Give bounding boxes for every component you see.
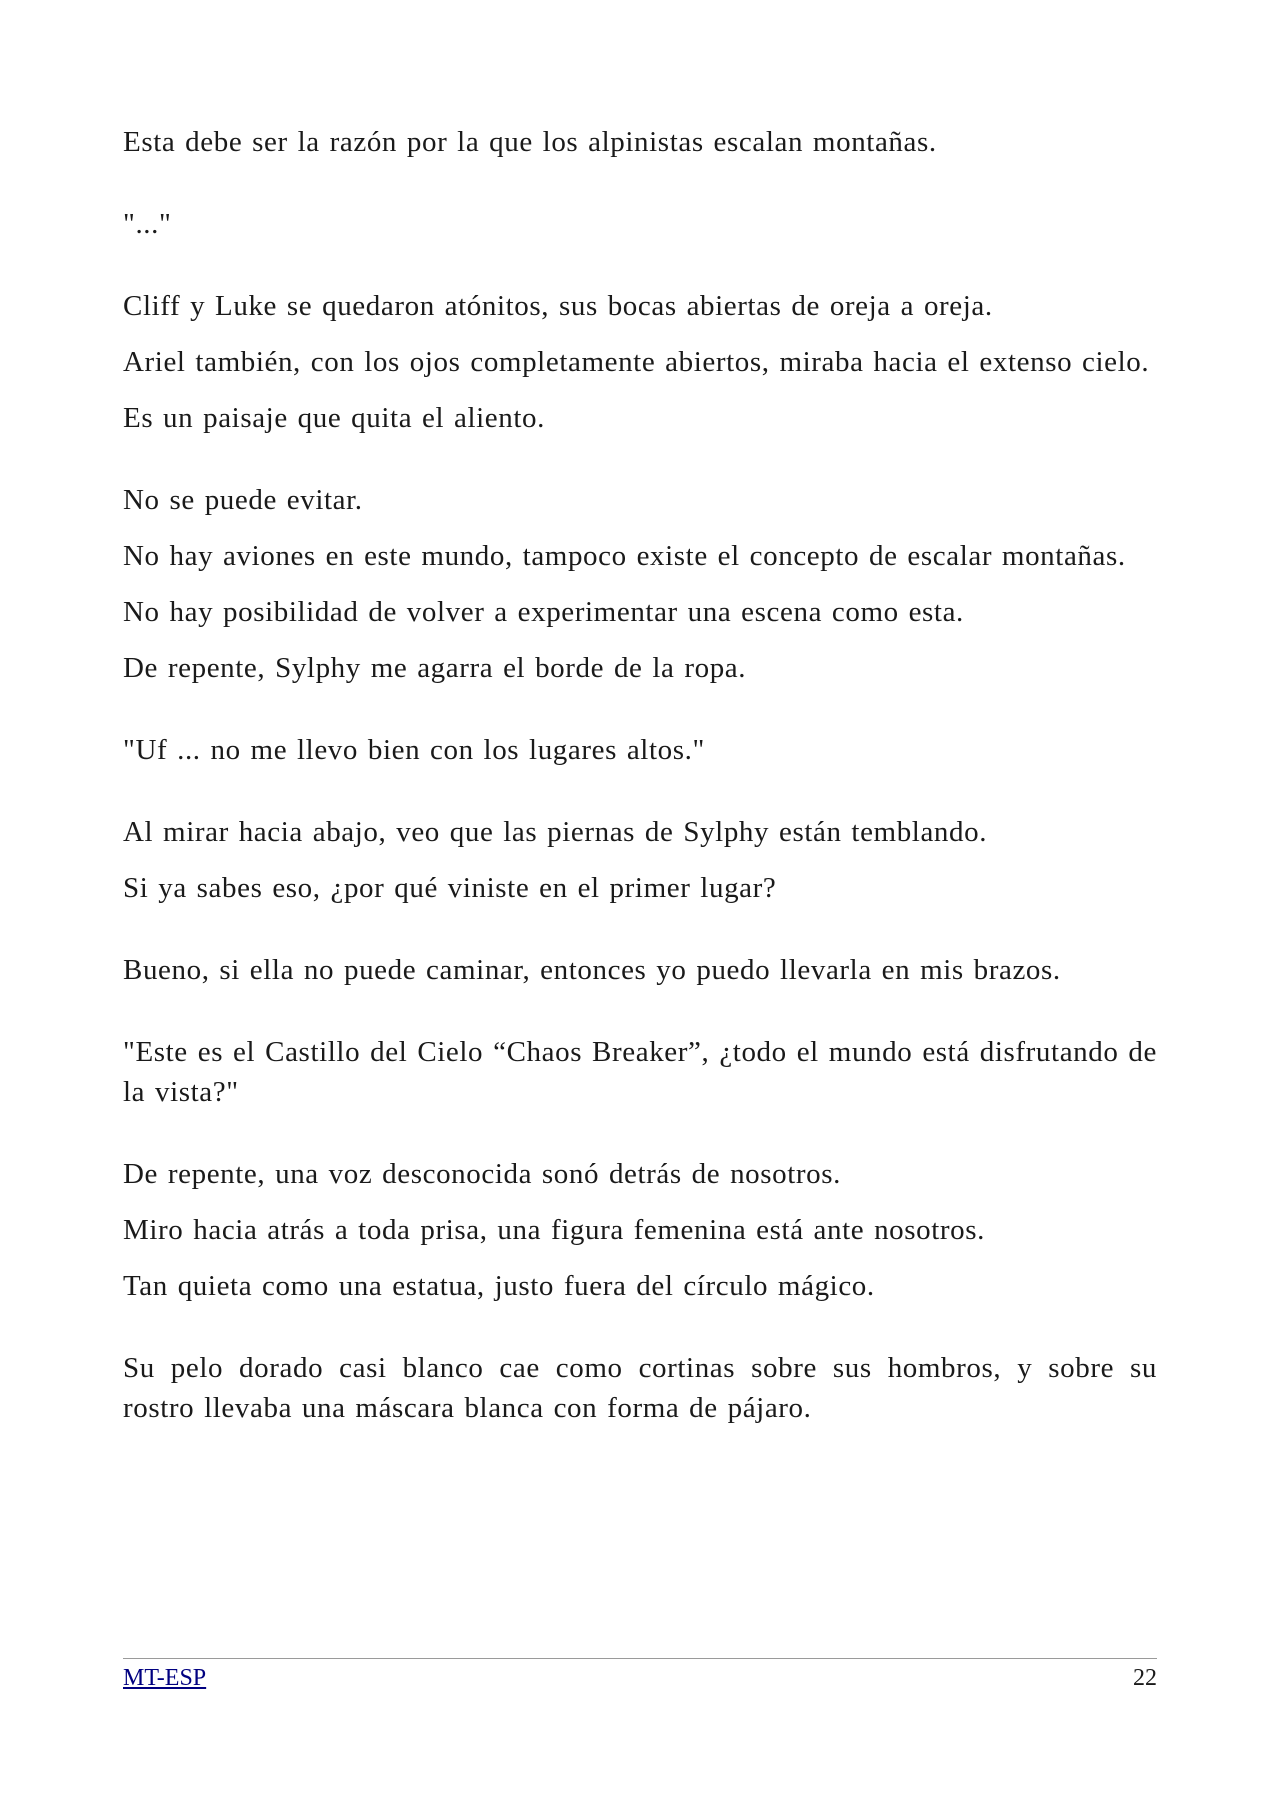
footer-link[interactable]: MT-ESP — [123, 1665, 207, 1691]
paragraph-12: Si ya sabes eso, ¿por qué viniste en el primer lugar? — [123, 872, 777, 904]
paragraph-1: Esta debe ser la razón por la que los alpinistas escalan montañas. — [123, 126, 937, 158]
body-text — [123, 122, 1157, 1444]
paragraph-18: Su pelo dorado casi blanco cae como cortinas sobre sus hombros, y sobre su rostro llevaba una máscara blanca con forma de pájaro. — [123, 1352, 1157, 1424]
paragraph-14: "Este es el Castillo del Cielo “Chaos Breaker”, ¿todo el mundo está disfrutando de la vista?" — [123, 1036, 1157, 1108]
paragraph-7: No hay aviones en este mundo, tampoco existe el concepto de escalar montañas. — [123, 540, 1126, 572]
paragraph-8: No hay posibilidad de volver a experimentar una escena como esta. — [123, 596, 964, 628]
paragraph-3: Cliff y Luke se quedaron atónitos, sus bocas abiertas de oreja a oreja. — [123, 290, 993, 322]
paragraph-6: No se puede evitar. — [123, 484, 363, 516]
paragraph-15: De repente, una voz desconocida sonó detrás de nosotros. — [123, 1158, 842, 1190]
paragraph-2: "..." — [123, 208, 172, 240]
paragraph-11: Al mirar hacia abajo, veo que las piernas de Sylphy están temblando. — [123, 816, 988, 848]
paragraph-9: De repente, Sylphy me agarra el borde de la ropa. — [123, 652, 747, 684]
paragraph-16: Miro hacia atrás a toda prisa, una figura femenina está ante nosotros. — [123, 1214, 986, 1246]
paragraph-5: Es un paisaje que quita el aliento. — [123, 402, 545, 434]
page-footer — [123, 1658, 1157, 1693]
paragraph-10: "Uf ... no me llevo bien con los lugares altos." — [123, 734, 705, 766]
paragraph-17: Tan quieta como una estatua, justo fuera del círculo mágico. — [123, 1270, 875, 1302]
paragraph-13: Bueno, si ella no puede caminar, entonces yo puedo llevarla en mis brazos. — [123, 954, 1061, 986]
paragraph-4: Ariel también, con los ojos completamente abiertos, miraba hacia el extenso cielo. — [123, 346, 1150, 378]
page-number: 22 — [1133, 1665, 1157, 1691]
